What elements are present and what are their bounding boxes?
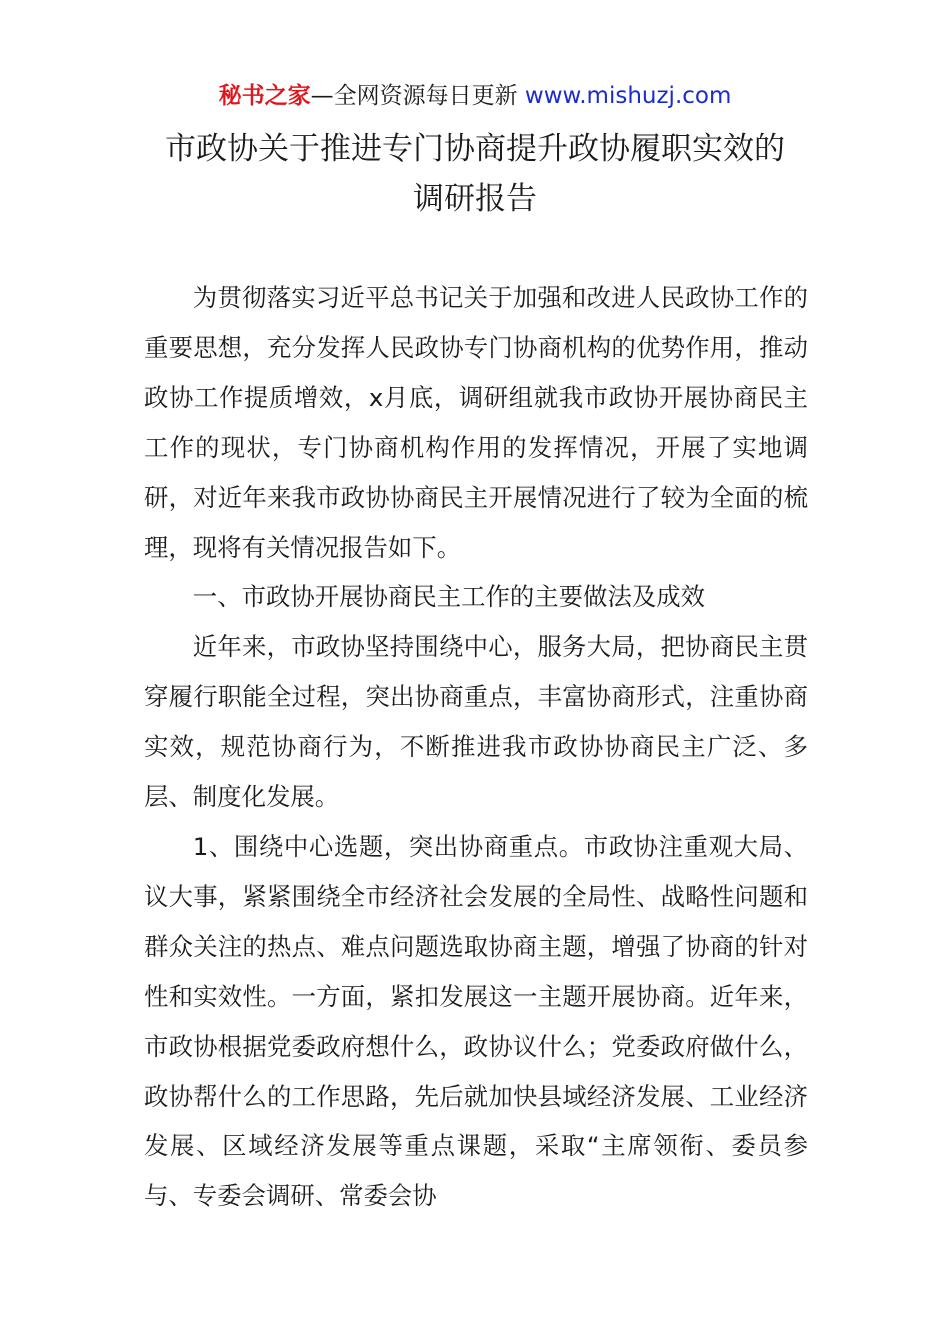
site-url-link[interactable]: www.mishuzj.com — [524, 83, 732, 109]
document-title — [0, 124, 950, 224]
site-header — [0, 78, 950, 114]
section-summary-paragraph: 近年来，市政协坚持围绕中心，服务大局，把协商民主贯穿履行职能全过程，突出协商重点，丰富协商形式，注重协商实效，规范协商行为，不断推进我市政协协商民主广泛、多层、制度化发展。 — [144, 632, 808, 812]
intro-paragraph: 为贯彻落实习近平总书记关于加强和改进人民政协工作的重要思想，充分发挥人民政协专门协商机构的优势作用，推动政协工作提质增效，x月底，调研组就我市政协开展协商民主工作的现状，专门协商机构作用的发挥情况，开展了实地调研，对近年来我市政协协商民主开展情况进行了较为全面的梳理，现将有关情况报告如下。 — [144, 283, 808, 562]
section-heading: 一、市政协开展协商民主工作的主要做法及成效 — [192, 582, 706, 612]
document-body — [144, 273, 808, 1221]
title-line-2: 调研报告 — [413, 181, 537, 217]
point-1-paragraph: 1、围绕中心选题，突出协商重点。市政协注重观大局、议大事，紧紧围绕全市经济社会发展的全局性、战略性问题和群众关注的热点、难点问题选取协商主题，增强了协商的针对性和实效性。一方面，紧扣发展这一主题开展协商。近年来，市政协根据党委政府想什么，政协议什么；党委政府做什么，政协帮什么的工作思路，先后就加快县域经济发展、工业经济发展、区域经济发展等重点课题，采取“主席领衔、委员参与、专委会调研、常委会协 — [144, 831, 808, 1211]
site-slogan: —全网资源每日更新 — [310, 83, 518, 109]
title-line-1: 市政协关于推进专门协商提升政协履职实效的 — [165, 131, 785, 167]
site-name: 秘书之家 — [218, 83, 311, 109]
